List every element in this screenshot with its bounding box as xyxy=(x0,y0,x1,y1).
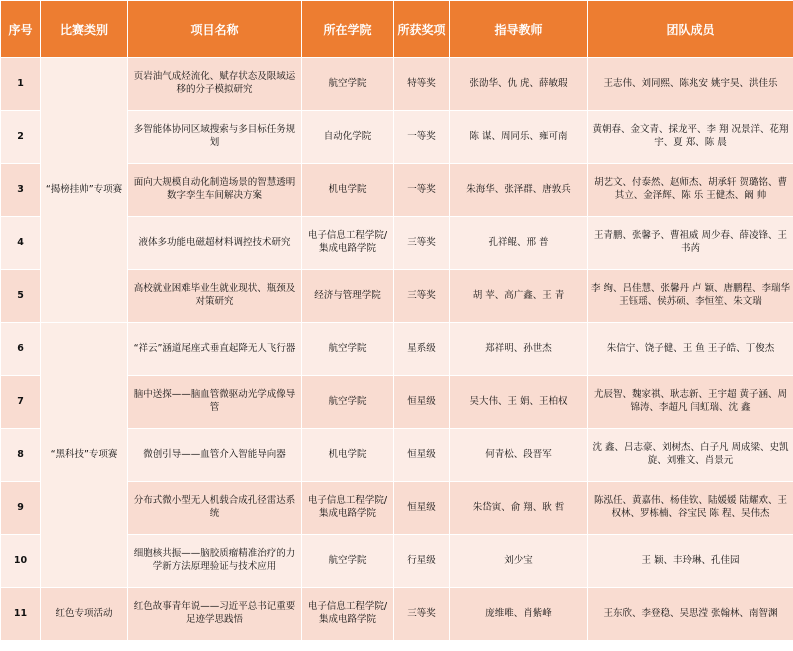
members: 陈泓任、黄嘉伟、杨佳钦、陆媛媛 陆耀欢、王权林、罗栋楠、谷宝民 陈 程、吴伟杰 xyxy=(588,482,793,535)
advisors: 胡 苹、高广鑫、王 青 xyxy=(450,270,588,323)
advisors: 朱海华、张泽群、唐敦兵 xyxy=(450,164,588,217)
advisors: 朱岱寅、俞 翔、耿 哲 xyxy=(450,482,588,535)
table-row xyxy=(1,323,793,376)
header-category: 比赛类别 xyxy=(41,1,128,58)
project-name: 微创引导——血管介入智能导向器 xyxy=(128,429,302,482)
table-row xyxy=(1,58,793,111)
project-name: 页岩油气成烃流化、赋存状态及限域运移的分子模拟研究 xyxy=(128,58,302,111)
row-number: 8 xyxy=(1,429,41,482)
members: 朱信宁、饶子健、王 鱼 王子皓、丁俊杰 xyxy=(588,323,793,376)
members: 黄朝春、金文青、採龙平、李 翔 况景洋、花翔宇、夏 郑、陈 晨 xyxy=(588,111,793,164)
college: 自动化学院 xyxy=(302,111,394,164)
project-name: 分布式微小型无人机载合成孔径雷达系统 xyxy=(128,482,302,535)
college: 经济与管理学院 xyxy=(302,270,394,323)
members: 王志伟、刘同熙、陈兆安 姚宇昊、洪佳乐 xyxy=(588,58,793,111)
header-row xyxy=(1,1,793,58)
college: 机电学院 xyxy=(302,164,394,217)
project-name: 红色故事青年说——习近平总书记重要足迹学思践悟 xyxy=(128,588,302,641)
members: 尤辰智、魏家祺、耿志新、王宇超 黄子涵、周锦涛、李超凡 闫虹瑞、沈 鑫 xyxy=(588,376,793,429)
college: 航空学院 xyxy=(302,323,394,376)
header-project: 项目名称 xyxy=(128,1,302,58)
header-award: 所获奖项 xyxy=(394,1,450,58)
row-number: 10 xyxy=(1,535,41,588)
header-advisors: 指导教师 xyxy=(450,1,588,58)
advisors: 郑祥明、孙世杰 xyxy=(450,323,588,376)
award: 恒星级 xyxy=(394,376,450,429)
project-name: 高校就业困难毕业生就业现状、瓶颈及对策研究 xyxy=(128,270,302,323)
category-cell: “黑科技”专项赛 xyxy=(41,323,128,588)
project-name: 脑中送探——脑血管微驱动光学成像导管 xyxy=(128,376,302,429)
advisors: 孔祥鲲、邢 普 xyxy=(450,217,588,270)
award: 一等奖 xyxy=(394,164,450,217)
header-seq: 序号 xyxy=(1,1,41,58)
award: 三等奖 xyxy=(394,588,450,641)
college: 机电学院 xyxy=(302,429,394,482)
row-number: 4 xyxy=(1,217,41,270)
project-name: 细胞核共振——脑胶质瘤精准治疗的力学新方法原理验证与技术应用 xyxy=(128,535,302,588)
row-number: 7 xyxy=(1,376,41,429)
advisors: 张劭华、仇 虎、薛敏瑕 xyxy=(450,58,588,111)
college: 航空学院 xyxy=(302,535,394,588)
row-number: 1 xyxy=(1,58,41,111)
category-cell: 红色专项活动 xyxy=(41,588,128,641)
college: 航空学院 xyxy=(302,376,394,429)
row-number: 9 xyxy=(1,482,41,535)
advisors: 刘少宝 xyxy=(450,535,588,588)
award: 恒星级 xyxy=(394,482,450,535)
advisors: 何青松、段晋军 xyxy=(450,429,588,482)
college: 航空学院 xyxy=(302,58,394,111)
members: 王 颖、丰玲琳、孔佳园 xyxy=(588,535,793,588)
row-number: 3 xyxy=(1,164,41,217)
award: 恒星级 xyxy=(394,429,450,482)
row-number: 2 xyxy=(1,111,41,164)
award: 三等奖 xyxy=(394,270,450,323)
college: 电子信息工程学院/集成电路学院 xyxy=(302,482,394,535)
header-college: 所在学院 xyxy=(302,1,394,58)
row-number: 6 xyxy=(1,323,41,376)
header-members: 团队成员 xyxy=(588,1,793,58)
project-name: 多智能体协同区域搜索与多目标任务规划 xyxy=(128,111,302,164)
project-name: 面向大规模自动化制造场景的智慧透明数字孪生车间解决方案 xyxy=(128,164,302,217)
award: 行星级 xyxy=(394,535,450,588)
project-name: 液体多功能电磁超材料调控技术研究 xyxy=(128,217,302,270)
college: 电子信息工程学院/集成电路学院 xyxy=(302,588,394,641)
members: 胡艺文、付泰然、赵师杰、胡承轩 贺璐铭、曹其立、金泽辉、陈 乐 王健杰、阚 帅 xyxy=(588,164,793,217)
award: 三等奖 xyxy=(394,217,450,270)
project-name: “祥云”涵道尾座式垂直起降无人飞行器 xyxy=(128,323,302,376)
members: 李 绚、吕佳慧、张馨丹 卢 颖、唐鹏程、李瑞华 王钰瑶、侯苏硕、李恒笙、朱文瑞 xyxy=(588,270,793,323)
members: 王青鹏、张馨予、曹祖威 周少春、薛凌锋、王书芮 xyxy=(588,217,793,270)
row-number: 11 xyxy=(1,588,41,641)
row-number: 5 xyxy=(1,270,41,323)
college: 电子信息工程学院/集成电路学院 xyxy=(302,217,394,270)
advisors: 陈 谋、周同乐、雍可南 xyxy=(450,111,588,164)
members: 王东欣、李登稳、吴思滢 张翰林、南智渊 xyxy=(588,588,793,641)
award: 星系级 xyxy=(394,323,450,376)
advisors: 庞维唯、肖紫峰 xyxy=(450,588,588,641)
table-row xyxy=(1,588,793,641)
members: 沈 鑫、吕志豪、刘树杰、白子凡 周成梁、史凯旋、刘雅文、肖景元 xyxy=(588,429,793,482)
category-cell: “揭榜挂帅”专项赛 xyxy=(41,58,128,323)
award: 特等奖 xyxy=(394,58,450,111)
advisors: 吴大伟、王 娟、王柏权 xyxy=(450,376,588,429)
award: 一等奖 xyxy=(394,111,450,164)
